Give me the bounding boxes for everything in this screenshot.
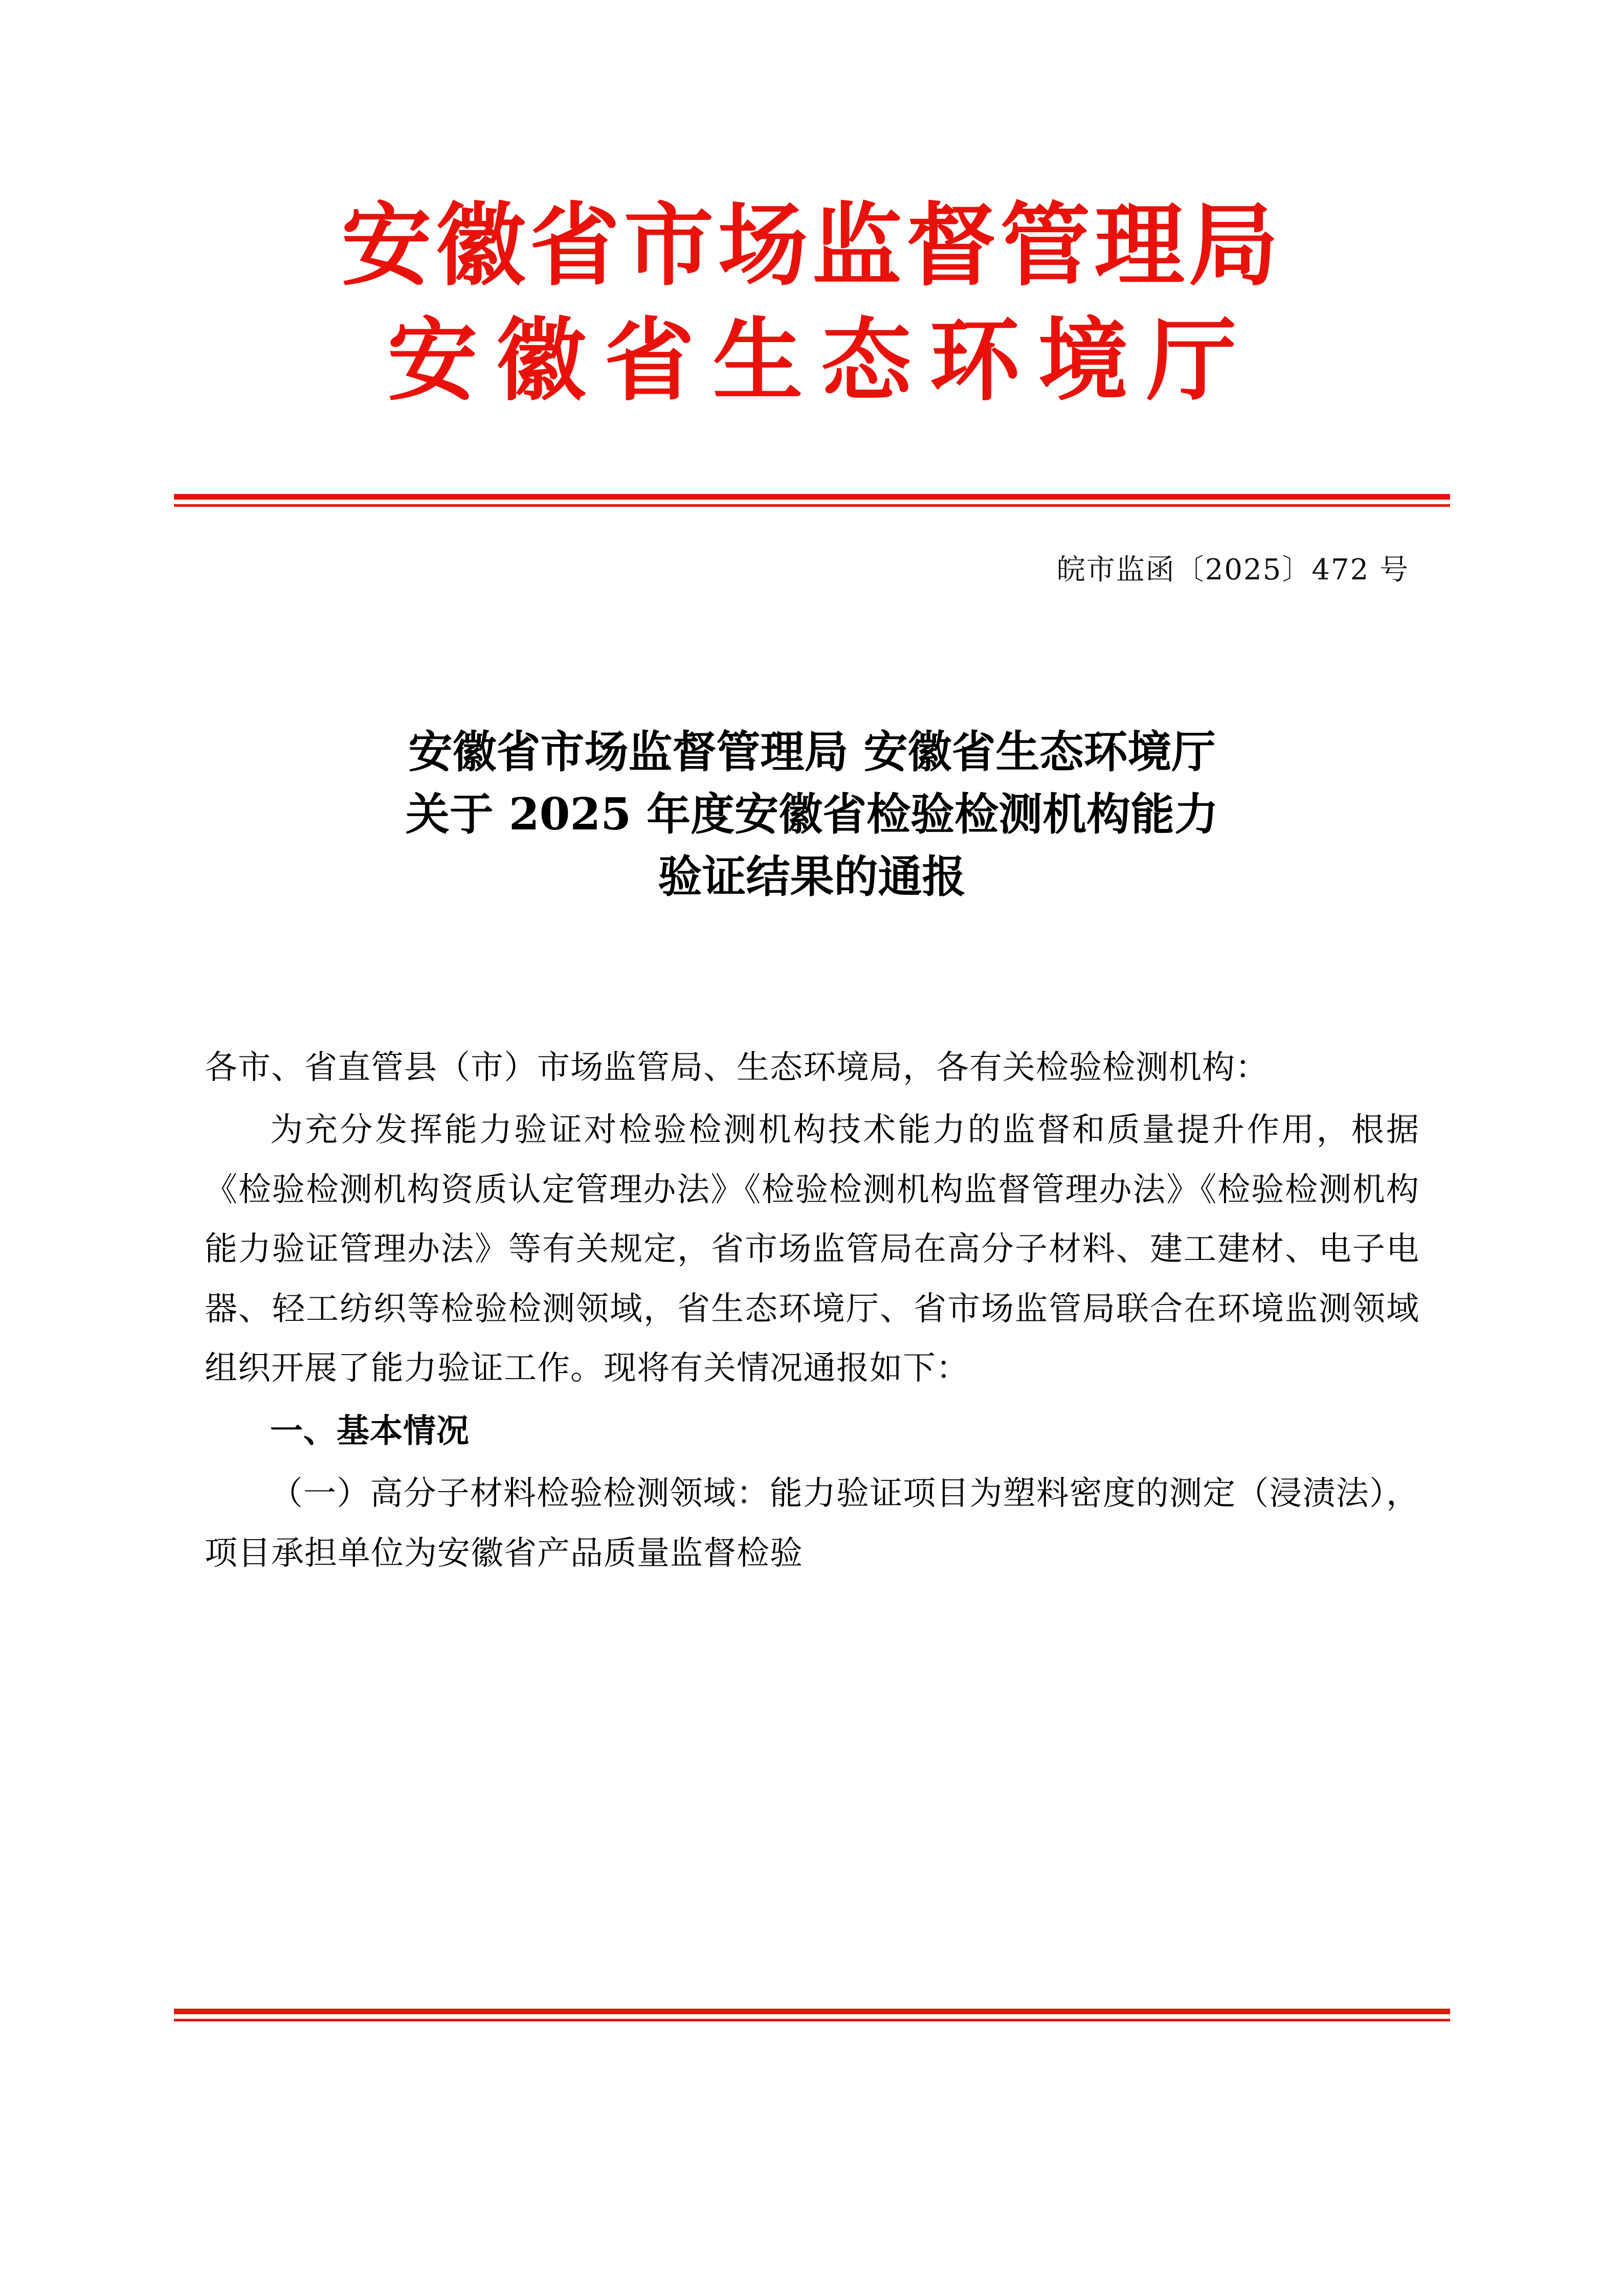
body-addressee: 各市、省直管县（市）市场监管局、生态环境局，各有关检验检测机构： (205, 1049, 1269, 1087)
page-title (220, 721, 1404, 908)
footer-divider-thick-line (174, 2009, 1450, 2014)
footer-divider-thin-line (174, 2019, 1450, 2021)
footer-divider-gap (174, 2014, 1450, 2019)
header-divider-gap (174, 500, 1450, 504)
page-title-line-2: 关于 2025 年度安徽省检验检测机构能力 (405, 789, 1219, 841)
page-title-line-3: 验证结果的通报 (658, 851, 966, 903)
body-paragraph-1: 为充分发挥能力验证对检验检测机构技术能力的监督和质量提升作用，根据《检验检测机构资质认定管理办法》《检验检测机构监督管理办法》《检验检测机构能力验证管理办法》等有关规定，省市场监管局在高分子材料、建工建材、电子电器、轻工纺织等检验检测领域，省生态环境厅、省市场监管局联合在环境监测领域组织开展了能力验证工作。现将有关情况通报如下： (205, 1111, 1419, 1388)
header-divider-top (174, 494, 1450, 507)
footer-divider-bottom (174, 2009, 1450, 2021)
header-divider-thin-line (174, 504, 1450, 507)
letterhead-line-2: 安徽省生态环境厅 (387, 307, 1255, 413)
document-number: 皖市监函〔2025〕472 号 (1056, 553, 1409, 587)
document-body (205, 1038, 1419, 1586)
letterhead-line-1: 安徽省市场监督管理局 (341, 192, 1283, 298)
body-paragraph-2: （一）高分子材料检验检测领域：能力验证项目为塑料密度的测定（浸渍法），项目承担单位为安徽省产品质量监督检验 (205, 1475, 1419, 1572)
letterhead (0, 194, 1624, 412)
page-title-line-1: 安徽省市场监督管理局 安徽省生态环境厅 (408, 726, 1216, 778)
body-section-heading-1: 一、基本情况 (270, 1411, 470, 1450)
header-divider-thick-line (174, 494, 1450, 500)
